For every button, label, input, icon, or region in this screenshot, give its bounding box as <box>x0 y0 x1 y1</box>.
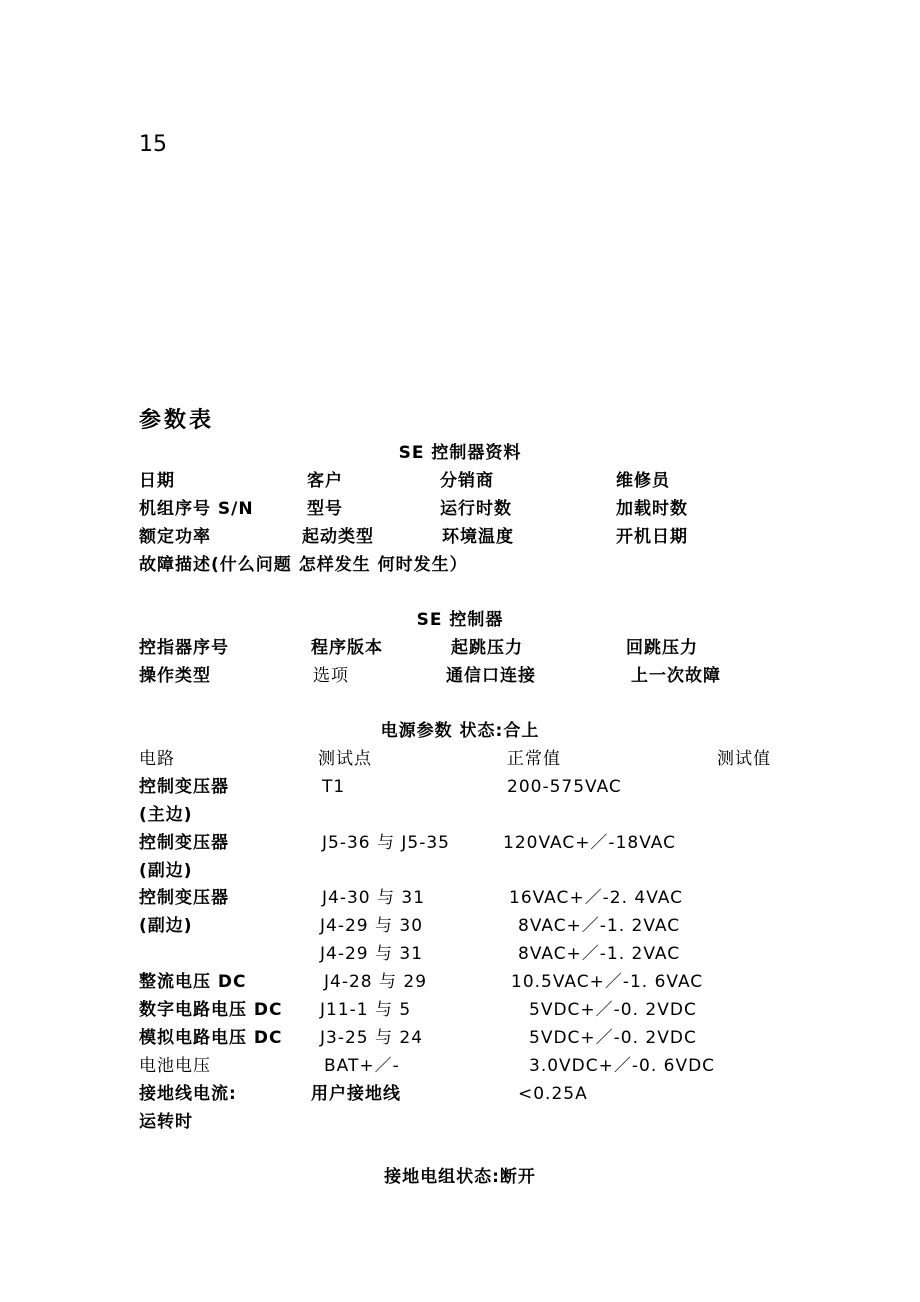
table-cell-test-point: J4-28 与 29 <box>324 972 428 992</box>
field-label: 起动类型 <box>302 527 374 547</box>
column-header-test-point: 测试点 <box>318 749 372 769</box>
table-cell-normal-value: <0.25A <box>518 1084 588 1104</box>
field-label: 客户 <box>307 471 343 491</box>
table-cell-circuit: 整流电压 DC <box>139 972 247 992</box>
page-number: 15 <box>139 132 167 157</box>
field-label: 额定功率 <box>139 527 211 547</box>
table-cell-normal-value: 5VDC+／-0. 2VDC <box>529 1000 697 1020</box>
table-cell-test-point: 用户接地线 <box>311 1084 401 1104</box>
table-cell-normal-value: 200-575VAC <box>507 777 622 797</box>
field-label: 型号 <box>307 499 343 519</box>
table-cell-circuit: 运转时 <box>139 1112 193 1132</box>
table-cell-circuit: (副边) <box>139 916 193 936</box>
table-cell-normal-value: 3.0VDC+／-0. 6VDC <box>529 1056 716 1076</box>
column-header-normal-value: 正常值 <box>507 749 561 769</box>
table-cell-test-point: J4-30 与 31 <box>322 888 426 908</box>
table-cell-circuit: 数字电路电压 DC <box>139 1000 283 1020</box>
field-label: 操作类型 <box>139 666 211 686</box>
table-cell-circuit: 接地线电流: <box>139 1084 237 1104</box>
column-header-circuit: 电路 <box>139 749 175 769</box>
table-cell-circuit: (主边) <box>139 805 193 825</box>
field-label: 运行时数 <box>440 499 512 519</box>
table-cell-normal-value: 8VAC+／-1. 2VAC <box>518 944 681 964</box>
field-label: 通信口连接 <box>446 666 536 686</box>
field-label: 加载时数 <box>616 499 688 519</box>
section-heading-controller-info: SE 控制器资料 <box>398 443 522 463</box>
field-label: 环境温度 <box>442 527 514 547</box>
table-cell-circuit: (副边) <box>139 861 193 881</box>
table-cell-test-point: BAT+／- <box>324 1056 400 1076</box>
column-header-test-value: 测试值 <box>717 749 771 769</box>
table-cell-circuit: 控制变压器 <box>139 888 229 908</box>
field-label: 控指器序号 <box>139 638 229 658</box>
section-heading-power-params: 电源参数 状态:合上 <box>380 721 540 741</box>
table-cell-test-point: J5-36 与 J5-35 <box>322 833 450 853</box>
table-cell-test-point: J4-29 与 30 <box>320 916 424 936</box>
table-cell-test-point: J11-1 与 5 <box>320 1000 412 1020</box>
table-cell-circuit: 模拟电路电压 DC <box>139 1028 283 1048</box>
table-cell-test-point: J4-29 与 31 <box>320 944 424 964</box>
field-label: 维修员 <box>616 471 670 491</box>
section-heading-ground-status: 接地电组状态:断开 <box>384 1167 536 1187</box>
field-label: 程序版本 <box>311 638 383 658</box>
table-cell-test-point: T1 <box>322 777 346 797</box>
table-cell-circuit: 电池电压 <box>139 1056 211 1076</box>
field-label: 日期 <box>139 471 175 491</box>
field-label: 起跳压力 <box>451 638 523 658</box>
table-cell-test-point: J3-25 与 24 <box>320 1028 424 1048</box>
table-cell-normal-value: 8VAC+／-1. 2VAC <box>518 916 681 936</box>
table-cell-normal-value: 5VDC+／-0. 2VDC <box>529 1028 697 1048</box>
table-cell-normal-value: 10.5VAC+／-1. 6VAC <box>511 972 704 992</box>
field-label: 机组序号 S/N <box>139 499 254 519</box>
field-label: 开机日期 <box>616 527 688 547</box>
table-cell-circuit: 控制变压器 <box>139 833 229 853</box>
fault-description-label: 故障描述(什么问题 怎样发生 何时发生） <box>139 555 468 575</box>
table-cell-circuit: 控制变压器 <box>139 777 229 797</box>
field-label: 上一次故障 <box>631 666 721 686</box>
table-cell-normal-value: 120VAC+／-18VAC <box>503 833 676 853</box>
field-label: 分销商 <box>440 471 494 491</box>
field-label: 回跳压力 <box>626 638 698 658</box>
table-cell-normal-value: 16VAC+／-2. 4VAC <box>509 888 683 908</box>
page-title: 参数表 <box>139 408 215 433</box>
section-heading-controller: SE 控制器 <box>416 610 504 630</box>
field-label: 选项 <box>313 666 349 686</box>
